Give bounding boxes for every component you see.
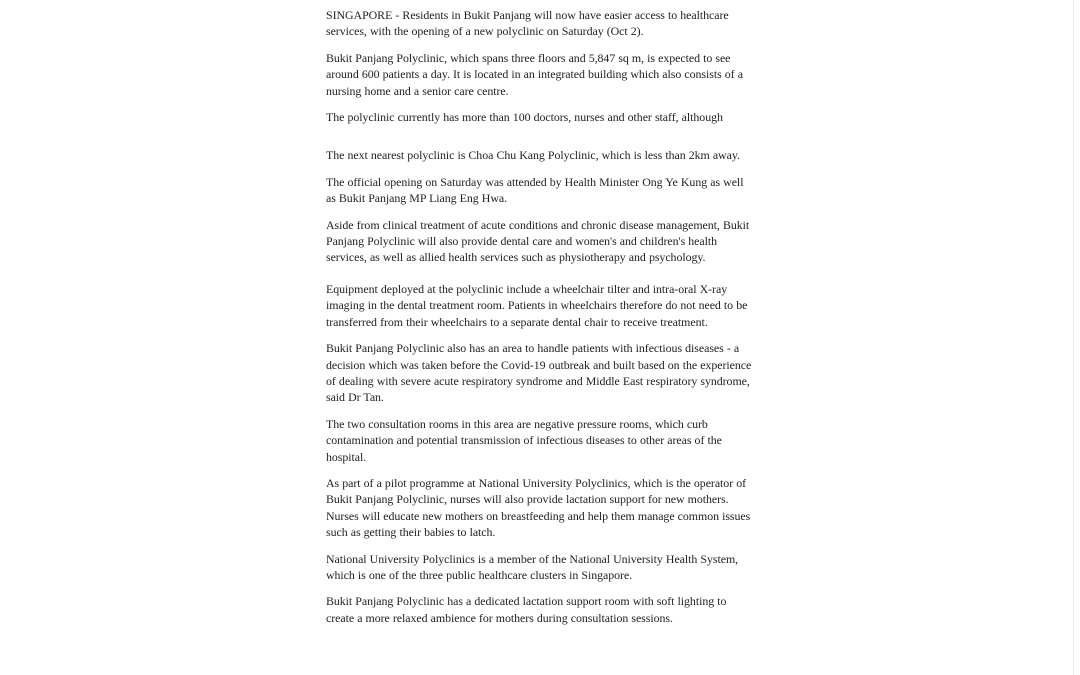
- page-scrollbar[interactable]: [1073, 0, 1080, 675]
- paragraph-nearest: The next nearest polyclinic is Choa Chu Kang Polyclinic, which is less than 2km away.: [326, 148, 740, 163]
- paragraph-equipment: Equipment deployed at the polyclinic include a wheelchair tilter and intra-oral X-ray imaging in the dental treatment room. Patients in wheelchairs therefore do not need to be transferred from their wheelchairs to a separate dental chair to receive treatment.: [326, 281, 748, 329]
- paragraph-services: Aside from clinical treatment of acute conditions and chronic disease management, Bukit Panjang Polyclinic will also provide dental care and women's and children's health services, as well as allied health services such as physiotherapy and psychology.: [326, 217, 750, 265]
- paragraph-intro: SINGAPORE - Residents in Bukit Panjang will now have easier access to healthcare services, with the opening of a new polyclinic on Saturday (Oct 2).: [326, 8, 729, 39]
- paragraph-facility: Bukit Panjang Polyclinic, which spans three floors and 5,847 sq m, is expected to see around 600 patients a day. It is located in an integrated building which also consists of a nursing home and a senior care centre.: [326, 50, 743, 98]
- paragraph-nuhs: National University Polyclinics is a member of the National University Health System, which is one of the three public healthcare clusters in Singapore.: [326, 551, 739, 582]
- paragraph-staff: The polyclinic currently has more than 100 doctors, nurses and other staff, although: [326, 110, 723, 125]
- paragraph-infectious: Bukit Panjang Polyclinic also has an area to handle patients with infectious diseases - a decision which was taken before the Covid-19 outbreak and built based on the experience of dealing with severe acute respiratory syndrome and Middle East respiratory syndrome, said Dr Tan.: [326, 341, 752, 405]
- paragraph-lactation-pilot: As part of a pilot programme at National University Polyclinics, which is the operator of Bukit Panjang Polyclinic, nurses will also provide lactation support for new mothers. Nurses will educate new mothers on breastfeeding and help them manage common issues such as getting their babies to latch.: [326, 475, 751, 540]
- paragraph-lactation-room: Bukit Panjang Polyclinic has a dedicated lactation support room with soft lighting to create a more relaxed ambience for mothers during consultation sessions.: [326, 594, 727, 625]
- article-body: [326, 7, 754, 626]
- paragraph-consultation: The two consultation rooms in this area are negative pressure rooms, which curb contamination and potential transmission of infectious diseases to other areas of the hospital.: [326, 416, 722, 464]
- paragraph-opening: The official opening on Saturday was attended by Health Minister Ong Ye Kung as well as Bukit Panjang MP Liang Eng Hwa.: [326, 174, 744, 206]
